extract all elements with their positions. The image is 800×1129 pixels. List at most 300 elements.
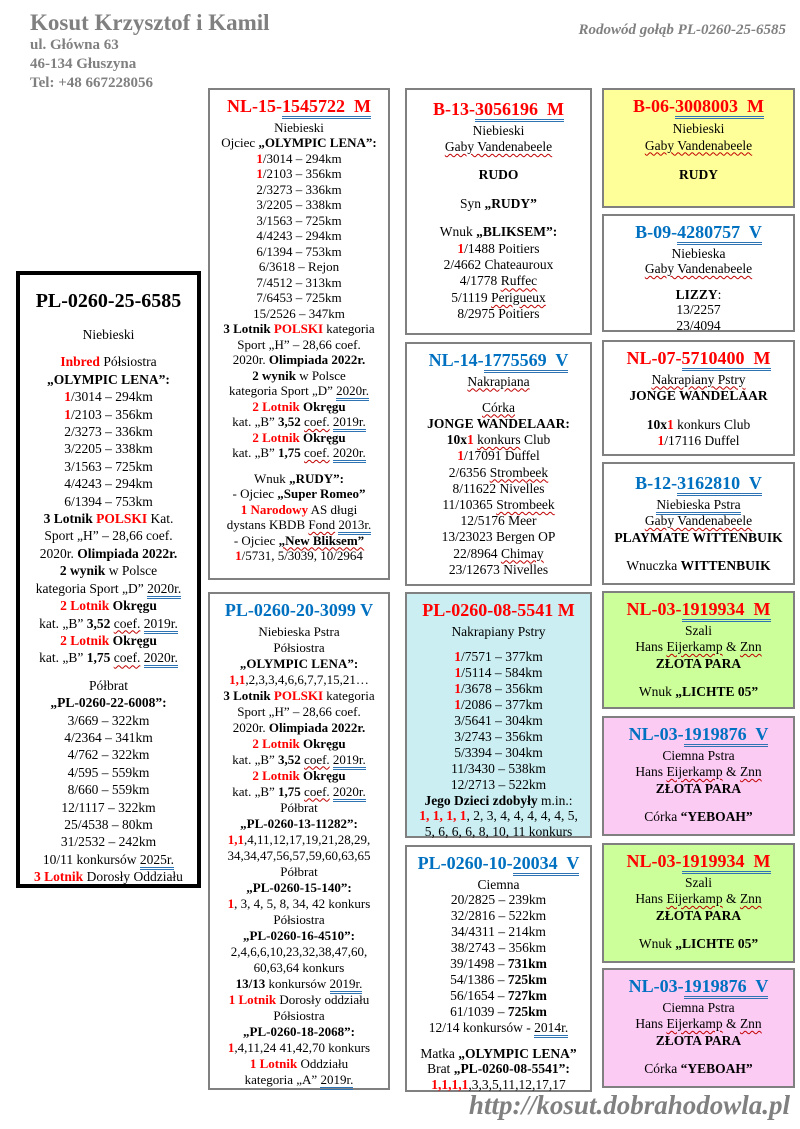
text-segment: RUDO (478, 167, 519, 183)
text-segment: Hans (635, 639, 667, 654)
pedigree-line (210, 337, 388, 353)
text-segment: NL-15- (227, 96, 282, 116)
text-segment: 2 Lotnik (252, 429, 300, 445)
text-segment: 2020r. (144, 650, 178, 668)
text-segment: 2 Lotnik (252, 767, 300, 783)
text-segment: ZŁOTA PARA (655, 907, 742, 923)
pedigree-line (604, 530, 793, 547)
text-segment: Sport „H” – 28,66 coef. (44, 528, 173, 544)
text-segment: B-12- (635, 473, 678, 493)
text-segment: 1,75 (278, 445, 301, 460)
pedigree-line (407, 956, 590, 972)
pedigree-line (604, 891, 793, 908)
pedigree-line (407, 972, 590, 988)
pedigree-line (210, 1024, 388, 1040)
text-segment: Znn (739, 639, 762, 654)
text-segment: 60,63,64 konkurs (253, 959, 345, 975)
text-segment: 1 (235, 548, 242, 563)
pedigree-line (210, 352, 388, 368)
owner-address-city: 46-134 Głuszyna (30, 56, 137, 72)
pedigree-line (20, 458, 197, 475)
pedigree-line (210, 244, 388, 260)
pedigree-line (407, 400, 590, 416)
text-segment: Wnuk (638, 936, 676, 951)
pedigree-line (407, 139, 590, 155)
text-segment: Niebieska Pstra (656, 497, 740, 515)
pedigree-line (210, 880, 388, 896)
pedigree-line (407, 697, 590, 713)
pedigree-box-B-13-3056196-M (405, 88, 592, 335)
text-segment: Strombeek (489, 464, 549, 480)
text-segment: Gaby Vandenabeele (644, 137, 753, 153)
text-segment: 23/12673 Nivelles (448, 561, 549, 577)
spacer (407, 155, 590, 167)
text-segment: Półbrat (280, 799, 318, 815)
text-segment: 3 Lotnik (34, 869, 84, 885)
text-segment: 1 (454, 649, 461, 665)
text-segment: “YEBOAH” (680, 809, 753, 824)
pedigree-box-NL-03-1919876-V-2 (602, 968, 795, 1088)
text-segment: LIZZY (675, 286, 718, 302)
text-segment: Fond (308, 517, 336, 532)
text-segment: /2103 – 356km (70, 406, 153, 422)
text-segment: Ciemna (477, 876, 520, 892)
text-segment: 1 (666, 416, 674, 432)
text-segment: 10x (446, 432, 467, 448)
pedigree-line (604, 1000, 793, 1017)
pedigree-line (210, 486, 388, 502)
text-segment: Niebieski (672, 120, 725, 136)
pedigree-line (210, 704, 388, 720)
pedigree-line (604, 302, 793, 318)
text-segment: Olimpiada 2022r. (77, 545, 178, 561)
text-segment: Jego Dzieci zdobyły (424, 792, 538, 808)
text-segment: 12/1117 – 322km (61, 799, 156, 815)
spacer (604, 154, 793, 166)
text-segment: ,4,11,24 41,42,70 konkurs (234, 1039, 371, 1055)
pedigree-line (210, 321, 388, 337)
text-segment: Hans (635, 891, 667, 906)
pedigree-box-B-09-4280757-V (602, 214, 795, 332)
pedigree-line (407, 877, 590, 893)
text-segment: B-06- (633, 96, 675, 116)
text-segment: 2020r. (333, 445, 366, 463)
pedigree-line (20, 816, 197, 833)
pedigree-line (20, 388, 197, 405)
text-segment: Eijerkamp (666, 891, 723, 906)
text-segment: 20034 V (513, 853, 580, 876)
text-segment: 1 (64, 389, 71, 405)
pedigree-line (407, 167, 590, 183)
text-segment: 1 (256, 150, 263, 166)
text-segment: konkurs Club (673, 416, 751, 432)
pedigree-box-PL-0260-20-3099-V (208, 592, 390, 1090)
pedigree-line (604, 764, 793, 781)
pedigree-line (210, 502, 388, 518)
pedigree-line (407, 1046, 590, 1062)
text-segment: kategoria Sport „D” (35, 580, 148, 596)
pedigree-line (210, 864, 388, 880)
text-segment: Matka (420, 1045, 459, 1061)
text-segment: Olimpiada 2022r. (268, 352, 366, 367)
spacer (20, 667, 197, 677)
ring-number (210, 95, 388, 118)
text-segment: Córka (644, 809, 681, 824)
pedigree-line (20, 510, 197, 527)
text-segment: Ruffec (500, 273, 538, 289)
text-segment: Gaby Vandenabeele (644, 513, 753, 528)
text-segment: Hans (635, 1016, 667, 1031)
pedigree-line (407, 1004, 590, 1020)
text-segment: 2014r. (534, 1020, 568, 1038)
text-segment: kategoria (323, 321, 375, 336)
text-segment: Niebieska (671, 245, 726, 261)
text-segment: w Polsce (105, 563, 158, 579)
text-segment: JONGE WANDELAAR (629, 388, 768, 403)
pedigree-line (407, 123, 590, 139)
pedigree-line (407, 1061, 590, 1077)
pedigree-line (407, 681, 590, 697)
text-segment: Nakrapiana (467, 373, 530, 389)
text-segment: „PL-0260-13-11282”: (240, 815, 358, 831)
pedigree-box-NL-03-1919934-M (602, 591, 795, 709)
owner-phone: Tel: +48 667228056 (30, 75, 153, 91)
pedigree-line (20, 493, 197, 510)
text-segment: „LICHTE 05” (675, 936, 759, 951)
text-segment: 731km (507, 956, 547, 972)
text-segment: Oddziału (297, 1055, 349, 1071)
pedigree-line (210, 213, 388, 229)
pedigree-line (210, 816, 388, 832)
text-segment: „PL-0260-08-5541”: (453, 1061, 570, 1077)
text-segment: 4/2364 – 341km (64, 729, 153, 745)
pedigree-line (604, 656, 793, 673)
text-segment: 2/4662 Chateauroux (443, 256, 554, 272)
text-segment: NL-03- (626, 599, 682, 619)
spacer (604, 1049, 793, 1061)
pedigree-line (210, 640, 388, 656)
pedigree-line (20, 746, 197, 763)
text-segment: 4/595 – 559km (67, 764, 150, 780)
pedigree-line (407, 824, 590, 840)
text-segment: NL-14- (428, 350, 484, 370)
text-segment: 4280757 V (677, 222, 762, 245)
pedigree-box-PL-0260-25-6585 (16, 271, 201, 888)
pedigree-line (20, 712, 197, 729)
text-segment: NL-03- (626, 851, 682, 871)
pedigree-line (604, 623, 793, 640)
pedigree-line (20, 562, 197, 579)
text-segment: Inbred (60, 354, 100, 370)
pedigree-line (604, 261, 793, 277)
text-segment: 10/11 konkursów (42, 851, 140, 867)
document-title: Rodowód gołąb PL-0260-25-6585 (578, 22, 786, 38)
pedigree-line (20, 694, 197, 711)
pedigree-line (20, 475, 197, 492)
pedigree-line (407, 892, 590, 908)
pedigree-line (210, 752, 388, 768)
pedigree-line (210, 533, 388, 549)
text-segment: 34/4311 – 214km (451, 924, 546, 940)
text-segment: coef. (304, 445, 330, 460)
text-segment: Chimay (500, 545, 544, 561)
text-segment: 1 Lotnik (249, 1055, 298, 1071)
text-segment: /2103 – 356km (262, 166, 342, 181)
pedigree-line (407, 624, 590, 640)
text-segment: /5731, 5/3039, 10/2964 (241, 548, 363, 563)
text-segment: /2086 – 377km (460, 697, 543, 713)
text-segment: w Polsce (295, 367, 346, 383)
text-segment: m.in.: (537, 792, 573, 808)
pedigree-line (210, 896, 388, 912)
text-segment: Półsiostra (99, 354, 157, 370)
pedigree-line (210, 228, 388, 244)
text-segment: POLSKI (273, 321, 324, 336)
text-segment: „PL-0260-15-140”: (246, 879, 352, 895)
text-segment: Ciemna Pstra (662, 747, 735, 763)
text-segment: Okręgu (299, 735, 346, 751)
pedigree-line (604, 1061, 793, 1078)
text-segment: 3/1563 – 725km (64, 458, 153, 474)
text-segment: 3/5641 – 304km (454, 713, 543, 729)
text-segment: 38/2743 – 356km (450, 940, 547, 956)
text-segment: „PL-0260-22-6008”: (50, 695, 167, 711)
text-segment: Club (520, 432, 551, 448)
text-segment: /3014 – 294km (262, 150, 342, 166)
text-segment: kategoria (323, 687, 375, 703)
pedigree-line (407, 196, 590, 212)
text-segment: „PL-0260-18-2068”: (243, 1023, 355, 1039)
pedigree-line (210, 960, 388, 976)
text-segment: 1, 1, 1, 1 (419, 808, 467, 824)
text-segment: NL-03- (628, 976, 684, 996)
text-segment: Nakrapiany Pstry (651, 371, 746, 387)
ring-number (407, 852, 590, 875)
spacer (20, 316, 197, 326)
text-segment: 1 (64, 406, 71, 422)
pedigree-line (604, 318, 793, 334)
pedigree-line (20, 677, 197, 694)
website-url: http://kosut.dobrahodowla.pl (468, 1090, 790, 1120)
text-segment: Niebieski (472, 122, 525, 138)
ring-number (604, 95, 793, 118)
pedigree-box-NL-15-1545722-M (208, 88, 390, 580)
text-segment: Brat (427, 1061, 454, 1077)
text-segment: 1775569 V (484, 350, 569, 373)
text-segment: 1 Lotnik (228, 991, 277, 1007)
text-segment: coef. (113, 615, 141, 631)
text-segment: - Ojciec (232, 486, 278, 501)
text-segment: 1 (454, 681, 461, 697)
pedigree-line (604, 748, 793, 765)
spacer (604, 546, 793, 558)
text-segment: 727km (507, 987, 547, 1003)
text-segment: Szali (685, 622, 712, 638)
text-segment: 1 (657, 433, 665, 448)
pedigree-line (210, 471, 388, 487)
pedigree-line (20, 649, 197, 666)
text-segment: „OLYMPIC LENA” (458, 1045, 577, 1061)
text-segment: WITTENBUIK (680, 558, 771, 573)
text-segment: kategoria „A” (244, 1071, 321, 1087)
pedigree-line (210, 445, 388, 461)
text-segment: Okręgu (109, 598, 157, 614)
pedigree-line (604, 936, 793, 953)
text-segment: 1 Narodowy (240, 501, 309, 517)
text-segment: kat. „B” (232, 445, 279, 460)
text-segment: NL-03- (628, 724, 684, 744)
text-segment: „RUDY” (484, 195, 537, 211)
pedigree-line (210, 259, 388, 275)
text-segment: ZŁOTA PARA (655, 780, 742, 796)
text-segment: AS długi (308, 501, 358, 517)
text-segment: POLSKI (273, 687, 324, 703)
text-segment: 1919876 V (684, 976, 769, 999)
text-segment: Gaby Vandenabeele (444, 138, 553, 154)
text-segment: Półbrat (89, 677, 128, 693)
text-segment: PL-0260-20-3099 V (224, 600, 374, 620)
text-segment: „LICHTE 05” (675, 684, 759, 699)
pedigree-line (20, 527, 197, 544)
text-segment: 12/5176 Meer (460, 513, 537, 529)
pedigree-line (210, 928, 388, 944)
ring-number (407, 349, 590, 372)
text-segment: 1 (227, 895, 235, 911)
text-segment: PLAYMATE WITTENBUIK (614, 529, 783, 545)
pedigree-line (210, 1040, 388, 1056)
text-segment: 3/2743 – 356km (454, 728, 543, 744)
pedigree-line (604, 1033, 793, 1050)
text-segment: coef. (304, 783, 330, 799)
text-segment: , 3, 4, 5, 8, 34, 42 konkurs (234, 895, 371, 911)
pedigree-line (407, 761, 590, 777)
pedigree-line (604, 781, 793, 798)
text-segment: B-09- (635, 222, 678, 242)
text-segment: & (722, 1016, 740, 1031)
text-segment: Nakrapiany Pstry (451, 623, 546, 639)
text-segment: 5710400 M (682, 348, 771, 371)
text-segment: Dorosły oddziału (276, 991, 370, 1007)
text-segment: 1919876 V (684, 724, 769, 747)
text-segment: 6/3618 – Rejon (258, 259, 340, 274)
ring-number (604, 598, 793, 621)
text-segment: Wnuczka (626, 558, 681, 573)
text-segment: ,2,3,3,4,6,6,7,7,15,21… (245, 671, 369, 687)
text-segment: 4/4243 – 294km (64, 476, 153, 492)
text-segment: „New Bliksem” (278, 532, 365, 548)
text-segment: 2020r. (232, 352, 269, 367)
pedigree-line (407, 306, 590, 322)
pedigree-line (407, 562, 590, 578)
pedigree-line (210, 166, 388, 182)
pedigree-line (407, 924, 590, 940)
text-segment: & (722, 891, 740, 906)
text-segment: Ciemna Pstra (662, 999, 735, 1015)
text-segment: 1,1,1,1 (431, 1077, 469, 1093)
pedigree-line (20, 729, 197, 746)
pedigree-line (407, 777, 590, 793)
pedigree-line (210, 414, 388, 430)
pedigree-line (210, 151, 388, 167)
text-segment: PL-0260-25-6585 (35, 290, 182, 312)
text-segment: 1,1 (227, 831, 244, 847)
pedigree-line (407, 241, 590, 257)
pedigree-line (604, 166, 793, 183)
text-segment: 2 Lotnik (252, 398, 300, 414)
pedigree-line (604, 809, 793, 826)
spacer (604, 672, 793, 684)
text-segment: 7/6453 – 725km (256, 290, 342, 305)
text-segment: konkursów (265, 975, 330, 991)
pedigree-line (210, 368, 388, 384)
pedigree-line (407, 481, 590, 497)
text-segment: kat. „B” (232, 783, 279, 799)
text-segment: 1,75 (86, 650, 111, 666)
pedigree-line (20, 440, 197, 457)
text-segment: 1 (466, 432, 474, 448)
text-segment: 1919934 M (682, 851, 771, 874)
pedigree-line (604, 388, 793, 405)
text-segment: POLSKI (96, 511, 148, 527)
text-segment: coef. (304, 751, 330, 767)
text-segment: 2019r. (144, 616, 178, 634)
pedigree-line (604, 908, 793, 925)
text-segment: 3,52 (86, 615, 111, 631)
text-segment: 34,34,47,56,57,59,60,63,65 (227, 847, 371, 863)
pedigree-line (210, 383, 388, 399)
ring-number (407, 98, 590, 121)
text-segment: Półsiostra (273, 1007, 325, 1023)
pedigree-line (210, 135, 388, 151)
text-segment: 61/1039 – (450, 1003, 508, 1019)
pedigree-line (210, 182, 388, 198)
text-segment: 2013r. (338, 517, 371, 535)
text-segment: Gaby Vandenabeele (644, 261, 753, 276)
text-segment: 39/1498 – (450, 956, 508, 972)
pedigree-line (20, 423, 197, 440)
pedigree-line (407, 290, 590, 306)
text-segment: 32/2816 – 522km (450, 908, 547, 924)
text-segment: konkurs (477, 432, 521, 448)
text-segment: 3 Lotnik (223, 321, 274, 336)
pedigree-line (210, 672, 388, 688)
text-segment: , 2, 3, 4, 4, 4, 4, 4, 5, (466, 808, 578, 824)
owner-block (30, 10, 270, 93)
pedigree-line (604, 684, 793, 701)
text-segment: ZŁOTA PARA (655, 655, 742, 671)
spacer (407, 639, 590, 649)
text-segment: Dorosły Oddziału (83, 869, 183, 885)
text-segment: kat. „B” (39, 650, 87, 666)
text-segment: 2,4,6,6,10,23,32,38,47,60, (230, 943, 368, 959)
text-segment: 2/6356 (448, 464, 490, 480)
text-segment: 12/2713 – 522km (450, 776, 547, 792)
text-segment: Perigueux (491, 289, 546, 305)
text-segment: 2025r. (140, 852, 174, 870)
pedigree-line (407, 729, 590, 745)
text-segment: Okręgu (299, 398, 346, 414)
text-segment: 2020r. (39, 545, 78, 561)
text-segment: 1919934 M (682, 599, 771, 622)
text-segment: 2 wynik (252, 367, 296, 383)
text-segment: 3 Lotnik (43, 511, 97, 527)
pedigree-line (210, 275, 388, 291)
pedigree-line (210, 912, 388, 928)
text-segment: Córka (482, 399, 515, 415)
spacer (604, 797, 793, 809)
text-segment: 2020r. (147, 581, 181, 599)
pedigree-line (407, 224, 590, 240)
